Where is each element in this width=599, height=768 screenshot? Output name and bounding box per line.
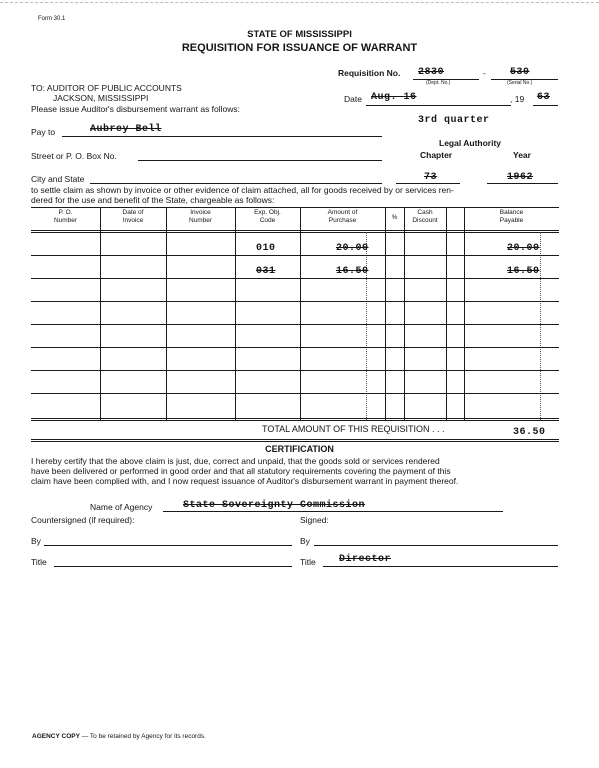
row-rule <box>31 370 559 371</box>
certification-line1: I hereby certify that the above claim is just, due, correct and unpaid, that the goods sold or services rendered <box>31 456 440 466</box>
serial-no-value[interactable]: 530 <box>510 67 530 78</box>
col-divider <box>100 207 101 420</box>
header-po-number: P. O. Number <box>53 209 78 224</box>
col-divider <box>166 207 167 420</box>
certification-line3: claim have been complied with, and I now request issuance of Auditor's disbursement warrant in payment thereof. <box>31 476 459 486</box>
date-line <box>366 105 511 106</box>
countersigned-by-label: By <box>31 536 41 546</box>
pay-to-value[interactable]: Aubrey Bell <box>90 124 162 135</box>
signed-title-value[interactable]: Director <box>339 554 392 565</box>
header-exp-obj-code: Exp. Obj. Code <box>254 209 281 224</box>
city-line <box>90 183 382 184</box>
year-prefix: , 19 <box>510 94 525 104</box>
certification-heading: CERTIFICATION <box>265 444 334 454</box>
countersigned-title-label: Title <box>31 557 47 567</box>
signed-title-line <box>323 566 558 567</box>
table-top-rule <box>31 207 559 208</box>
header-cash-discount: Cash Discount <box>412 209 438 224</box>
agency-line <box>163 511 503 512</box>
row2-amount[interactable]: 16.50 <box>336 266 369 277</box>
agency-value[interactable]: State Sovereignty Commission <box>183 500 366 511</box>
chapter-label: Chapter <box>420 150 453 160</box>
row1-code[interactable]: 010 <box>256 243 276 254</box>
header-date-of-invoice: Date of Invoice <box>122 209 144 224</box>
serial-no-caption: (Serial No.) <box>507 80 533 86</box>
row-rule <box>31 301 559 302</box>
settle-text-line2: dered for the use and benefit of the State, chargeable as follows: <box>31 195 275 205</box>
quarter-value[interactable]: 3rd quarter <box>418 115 490 126</box>
street-label: Street or P. O. Box No. <box>31 151 117 161</box>
addressee-line1: TO: AUDITOR OF PUBLIC ACCOUNTS <box>31 83 182 93</box>
row1-amount[interactable]: 20.00 <box>336 243 369 254</box>
state-heading: STATE OF MISSISSIPPI <box>247 29 352 40</box>
chapter-line <box>396 183 460 184</box>
table-header-rule-2 <box>31 232 559 233</box>
form-title: REQUISITION FOR ISSUANCE OF WARRANT <box>181 42 418 54</box>
table-header-rule <box>31 230 559 231</box>
dept-no-caption: (Dept. No.) <box>426 80 451 86</box>
row-rule <box>31 393 559 394</box>
table-bottom-rule <box>31 418 559 419</box>
requisition-label: Requisition No. <box>338 68 401 78</box>
year-line <box>533 105 558 106</box>
signed-by-label: By <box>300 536 310 546</box>
col-divider <box>300 207 301 420</box>
signed-by-line <box>314 545 558 546</box>
date-value[interactable]: Aug. 16 <box>371 92 417 103</box>
cents-divider <box>540 232 541 420</box>
dept-no-value[interactable]: 2830 <box>418 67 445 78</box>
countersigned-label: Countersigned (if required): <box>31 515 135 525</box>
col-divider <box>404 207 405 420</box>
certification-line2: have been delivered or performed in good order and that all statutory requirements covering the payment of this <box>31 466 451 476</box>
col-divider <box>235 207 236 420</box>
footer-copy-label: AGENCY COPY <box>32 733 80 740</box>
requisition-dash: - <box>483 68 486 78</box>
settle-text-line1: to settle claim as shown by invoice or other evidence of claim attached, all for goods received by or services ren- <box>31 185 454 195</box>
city-label: City and State <box>31 174 85 184</box>
row2-balance[interactable]: 16.50 <box>507 266 540 277</box>
legal-authority-label: Legal Authority <box>439 138 502 148</box>
row-rule <box>31 278 559 279</box>
header-invoice-number: Invoice Number <box>188 209 213 224</box>
addressee-line2: JACKSON, MISSISSIPPI <box>53 93 149 103</box>
form-number: Form 30.1 <box>38 16 66 22</box>
row-rule <box>31 324 559 325</box>
footer-copy-text: — To be retained by Agency for its records. <box>79 733 206 740</box>
row-rule <box>31 347 559 348</box>
footer-note <box>32 733 206 740</box>
legal-year-value[interactable]: 1962 <box>507 172 534 183</box>
col-divider <box>464 207 465 420</box>
header-amount-of-purchase: Amount of Purchase <box>327 209 358 224</box>
row2-code[interactable]: 031 <box>256 266 276 277</box>
row1-balance[interactable]: 20.00 <box>507 243 540 254</box>
countersigned-by-line <box>44 545 292 546</box>
signed-label: Signed: <box>300 515 329 525</box>
year-value-line <box>487 183 558 184</box>
date-label: Date <box>344 94 362 104</box>
agency-label: Name of Agency <box>90 502 153 512</box>
cents-divider <box>366 232 367 420</box>
top-perforation <box>0 2 599 3</box>
total-rule <box>31 439 559 440</box>
pay-to-line <box>62 136 382 137</box>
col-divider <box>385 207 386 420</box>
chapter-value[interactable]: 73 <box>424 172 438 183</box>
col-divider <box>446 207 447 420</box>
row-rule <box>31 255 559 256</box>
table-bottom-rule-2 <box>31 420 559 421</box>
total-value[interactable]: 36.50 <box>513 427 546 438</box>
header-percent: % <box>391 214 398 221</box>
total-label: TOTAL AMOUNT OF THIS REQUISITION . . . <box>262 424 445 434</box>
addressee-line3: Please issue Auditor's disbursement warrant as follows: <box>31 104 241 114</box>
total-rule-2 <box>31 441 559 442</box>
pay-to-label: Pay to <box>31 127 56 137</box>
year-col-label: Year <box>513 150 531 160</box>
street-line <box>138 160 382 161</box>
year-value[interactable]: 63 <box>537 92 551 103</box>
signed-title-label: Title <box>300 557 316 567</box>
countersigned-title-line <box>54 566 292 567</box>
header-balance-payable: Balance Payable <box>499 209 524 224</box>
